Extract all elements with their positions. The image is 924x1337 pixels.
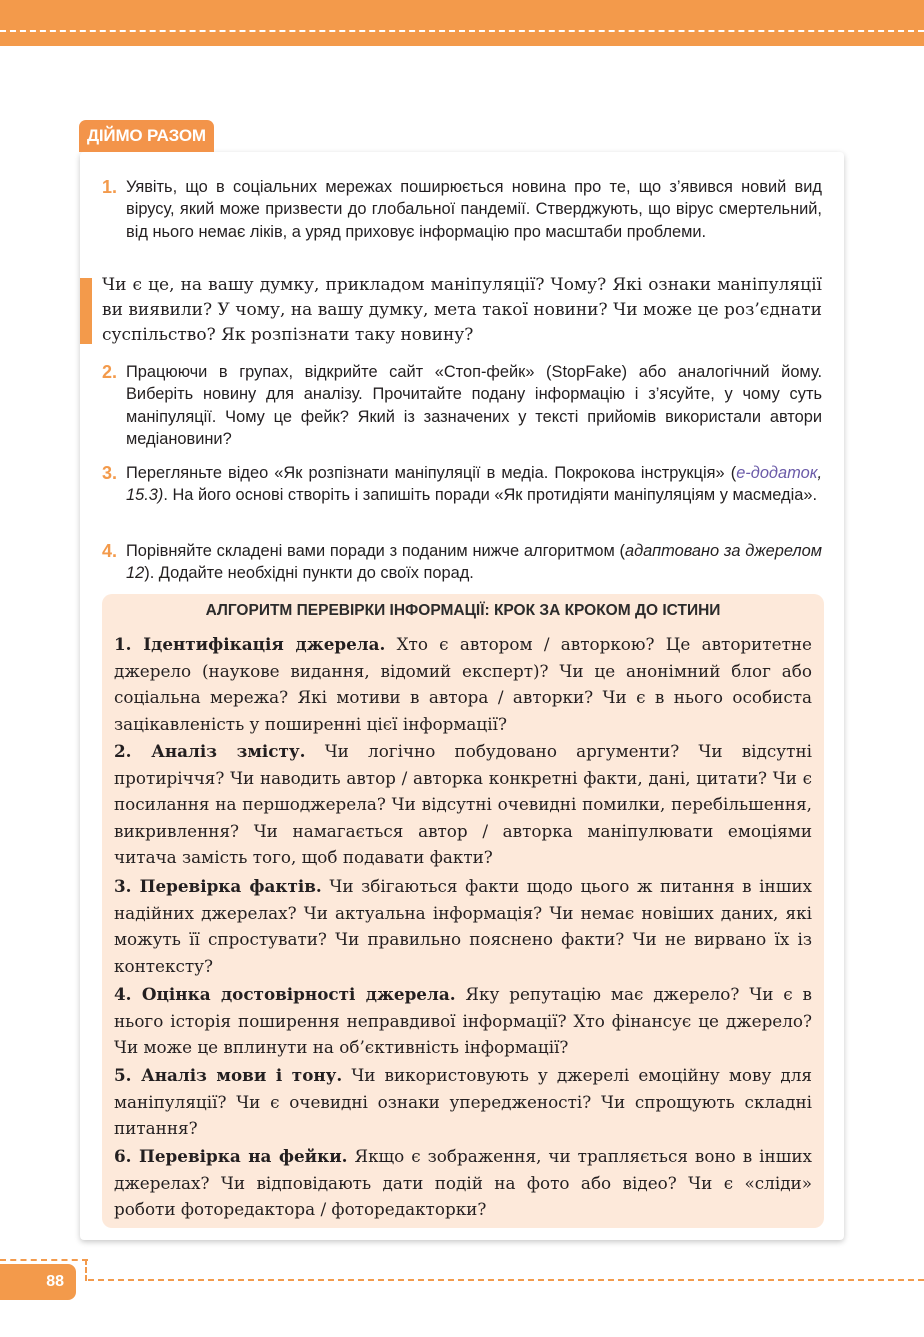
task-2 bbox=[102, 361, 822, 451]
task-number: 4. bbox=[102, 541, 118, 561]
task-text-start: Порівняйте складені вами поради з поданим нижче алгоритмом ( bbox=[126, 542, 625, 560]
step-heading: 5. Аналіз мови і тону. bbox=[114, 1065, 343, 1085]
section-tag: ДІЙМО РАЗОМ bbox=[79, 120, 214, 152]
task-text bbox=[126, 540, 822, 585]
task-3 bbox=[102, 462, 822, 507]
task-text-end: ). Додайте необхідні пункти до своїх порад. bbox=[144, 564, 474, 583]
step-text: Якщо є зображення, чи трапляється воно в інших джерелах? Чи відповідають дати подій на фото або відео? Чи є «сліди» роботи фоторедактора / фоторедакторки? bbox=[114, 1146, 812, 1220]
task-text: Уявіть, що в соціальних мережах поширюється новина про те, що з’явився новий вид вірусу, який може призвести до глобальної пандемії. Стверджують, що вірус смертельний, від нього немає ліків, а уряд приховує інформацію про масштаби проблеми. bbox=[126, 178, 822, 241]
top-header-band bbox=[0, 0, 924, 46]
footer-corner-dash bbox=[0, 1259, 88, 1261]
step-heading: 1. Ідентифікація джерела. bbox=[114, 634, 386, 654]
step-text: Чи логічно побудовано аргументи? Чи відсутні протиріччя? Чи наводить автор / авторка конкретні факти, дані, цитати? Чи є посилання на першоджерела? Чи відсутні очевидні помилки, перебільшення, викривлення? Чи намагається автор / авторка маніпулювати емоціями читача замість того, щоб подавати факти? bbox=[114, 741, 812, 868]
footer-dashed-line bbox=[88, 1279, 924, 1281]
step-heading: 2. Аналіз змісту. bbox=[114, 741, 306, 761]
algorithm-step bbox=[114, 873, 812, 979]
step-text: Хто є автором / авторкою? Це авторитетне джерело (наукове видання, відомий експерт)? Чи це анонімний блог або соціальна мережа? Які мотиви в автора / авторки? Чи є в нього особиста зацікавленість у поширенні цієї інформації? bbox=[114, 634, 812, 734]
footer-corner-dash-vertical bbox=[85, 1259, 87, 1281]
algorithm-step bbox=[114, 1062, 812, 1142]
algorithm-step bbox=[114, 738, 812, 871]
algorithm-step bbox=[114, 981, 812, 1061]
algorithm-step bbox=[114, 1143, 812, 1223]
task-text-start: Перегляньте відео «Як розпізнати маніпуляції в медіа. Покрокова інструкція» ( bbox=[126, 464, 737, 482]
task-text: Працюючи в групах, відкрийте сайт «Стоп-фейк» (StopFake) або аналогічний йому. Виберіть новину для аналізу. Прочитайте подану інформацію і з’ясуйте, у чому суть маніпуляції. Чому це фейк? Який із зазначених у тексті прийомів використали автори медіановини? bbox=[126, 363, 822, 449]
task-number: 1. bbox=[102, 177, 118, 197]
task-4 bbox=[102, 540, 822, 585]
page-number: 88 bbox=[0, 1264, 76, 1300]
task-text bbox=[126, 462, 822, 507]
task-number: 2. bbox=[102, 362, 118, 382]
source-note: адаптовано за джерелом 12 bbox=[126, 542, 822, 583]
step-heading: 4. Оцінка достовірності джерела. bbox=[114, 984, 456, 1004]
algorithm-step bbox=[114, 631, 812, 737]
step-heading: 6. Перевірка на фейки. bbox=[114, 1146, 348, 1166]
step-heading: 3. Перевірка фактів. bbox=[114, 876, 322, 896]
step-text: Чи використовують у джерелі емоційну мову для маніпуляції? Чи є очевидні ознаки упередженості? Чи спрощують складні питання? bbox=[114, 1065, 812, 1139]
step-text: Яку репутацію має джерело? Чи є в нього історія поширення неправдивої інформації? Хто фінансує це джерело? Чи може це вплинути на об’єктивність інформації? bbox=[114, 984, 813, 1058]
e-supplement-link[interactable]: е-додаток bbox=[736, 464, 818, 482]
question-accent-bar bbox=[80, 278, 92, 344]
discussion-question: Чи є це, на вашу думку, прикладом маніпуляції? Чому? Які ознаки маніпуляції ви виявили? У чому, на вашу думку, мета такої новини? Чи може це роз’єднати суспільство? Як розпізнати таку новину? bbox=[102, 275, 822, 345]
task-text-end: . На його основі створіть і запишіть поради «Як протидіяти маніпуляціям у масмедіа». bbox=[163, 486, 818, 505]
step-text: Чи збігаються факти щодо цього ж питання в інших надійних джерелах? Чи актуальна інформація? Чи немає новіших даних, які можуть її спростувати? Чи правильно пояснено факти? Чи не вирвано їх із контексту? bbox=[114, 876, 812, 976]
top-dashed-line bbox=[0, 30, 924, 32]
algorithm-title: АЛГОРИТМ ПЕРЕВІРКИ ІНФОРМАЦІЇ: КРОК ЗА КРОКОМ ДО ІСТИНИ bbox=[205, 602, 721, 619]
supplement-ref: , 15.3) bbox=[126, 464, 822, 505]
task-number: 3. bbox=[102, 463, 118, 483]
task-1 bbox=[102, 176, 822, 243]
